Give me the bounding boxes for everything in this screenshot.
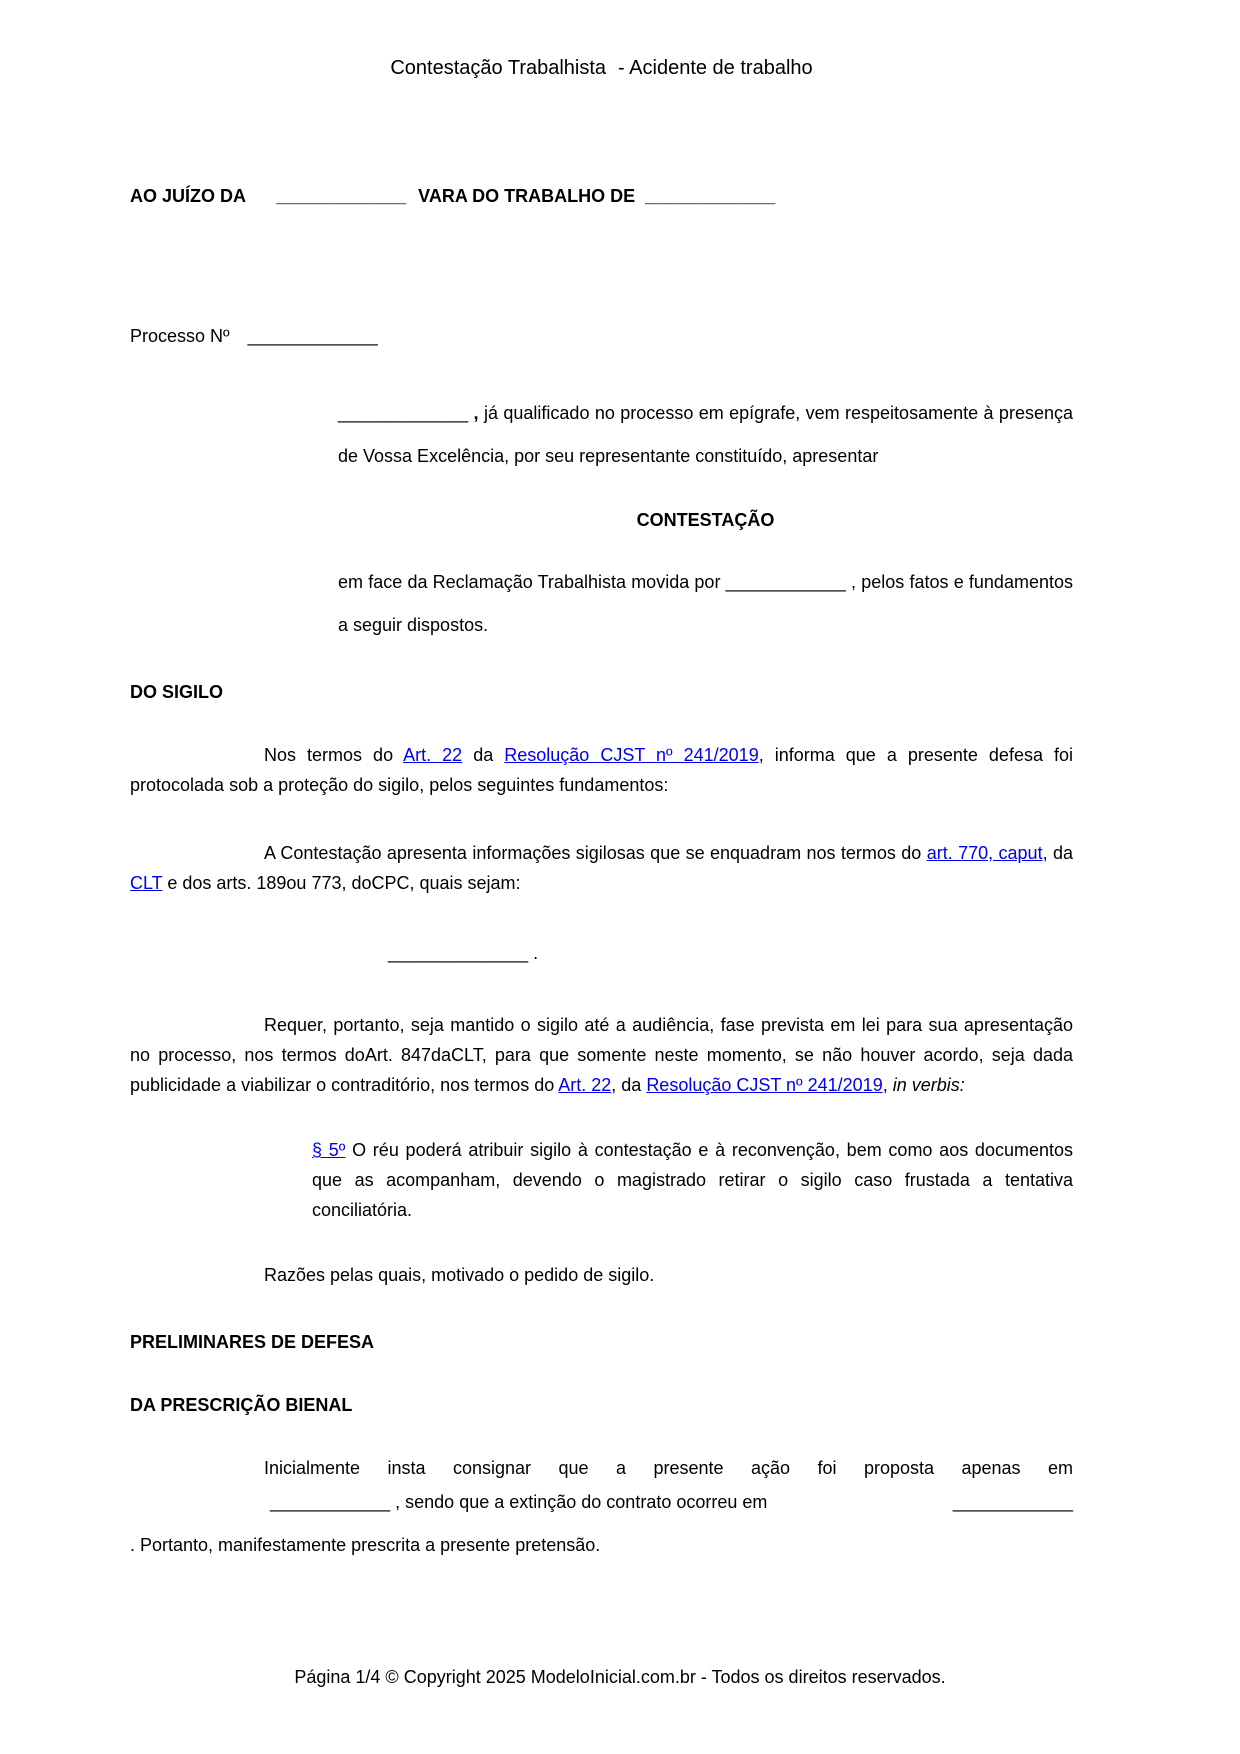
sigilo-p3-text-1: Requer, portanto, seja mantido o sigilo até a audiência, fase prevista em lei para sua apresentação no processo, nos termos doArt. 847daCLT, para que somente neste momento, se não houver acordo, seja dada publicidade a viabilizar o contraditório, nos termos do — [130, 1015, 1073, 1095]
page-title-main: Contestação Trabalhista — [390, 57, 607, 79]
page-title-sub: - Acidente de trabalho — [618, 57, 813, 79]
razoes-paragraph: Razões pelas quais, motivado o pedido de sigilo. — [264, 1265, 655, 1285]
court-blank-1: _____________ — [276, 186, 407, 206]
prescricao-line-2-left — [270, 1487, 767, 1517]
prescricao-line-2-text: , sendo que a extinção do contrato ocorreu em — [390, 1492, 768, 1512]
law-quote-block — [312, 1135, 1073, 1225]
prescricao-line-1: Inicialmente insta consignar que a presente ação foi proposta apenas em — [264, 1458, 1073, 1478]
court-heading — [130, 184, 1073, 208]
prescricao-paragraph — [130, 1453, 1073, 1560]
qualification-text: já qualificado no processo em epígrafe, vem respeitosamente à presença de Vossa Excelência, por seu representante constituído, apresentar — [338, 403, 1073, 466]
page-footer: Página 1/4 © Copyright 2025 ModeloInicial.com.br - Todos os direitos reservados. — [294, 1667, 946, 1687]
qualification-comma: , — [468, 403, 484, 423]
prescricao-line-2 — [130, 1487, 1073, 1517]
sigilo-p2-text-1: A Contestação apresenta informações sigilosas que se enquadram nos termos do — [264, 843, 927, 863]
link-resolucao-cjst-241-2019[interactable]: Resolução CJST nº 241/2019 — [504, 745, 759, 765]
fill-in-blank-line — [388, 941, 1073, 965]
process-number-blank: _____________ — [247, 326, 378, 346]
process-number-label: Processo Nº — [130, 326, 230, 346]
sigilo-p2-text-3: e dos arts. 189ou 773, doCPC, quais sejam: — [162, 873, 521, 893]
process-number-line — [130, 324, 1073, 348]
sigilo-paragraph-1 — [130, 740, 1073, 800]
link-clt[interactable]: CLT — [130, 873, 163, 893]
fill-in-blank: ______________ — [388, 943, 529, 963]
sigilo-p3-text-2: , da — [611, 1075, 647, 1095]
em-face-text-2: , pelos fatos e fundamentos a seguir dispostos. — [338, 572, 1073, 635]
sigilo-paragraph-2 — [130, 838, 1073, 898]
sigilo-p1-text-1: Nos termos do — [264, 745, 404, 765]
link-art-22[interactable]: Art. 22 — [403, 745, 463, 765]
court-heading-pre: AO JUÍZO DA — [130, 186, 247, 206]
sigilo-p3-text-3: , — [882, 1075, 893, 1095]
court-blank-2: _____________ — [645, 186, 776, 206]
qualification-paragraph — [338, 392, 1073, 478]
law-quote-text: O réu poderá atribuir sigilo à contestação e à reconvenção, bem como aos documentos que as acompanham, devendo o magistrado retirar o sigilo caso frustada a tentativa conciliatória. — [312, 1140, 1073, 1220]
link-art-22-second[interactable]: Art. 22 — [558, 1075, 612, 1095]
preliminares-section-heading: PRELIMINARES DE DEFESA — [130, 1332, 375, 1352]
qualification-blank: _____________ — [338, 403, 469, 423]
link-art-770-caput[interactable]: art. 770, caput — [926, 843, 1043, 863]
prescricao-section-heading: DA PRESCRIÇÃO BIENAL — [130, 1395, 353, 1415]
contestacao-heading: CONTESTAÇÃO — [636, 510, 775, 530]
fill-in-period: . — [528, 943, 539, 963]
court-heading-mid: VARA DO TRABALHO DE — [418, 186, 636, 206]
sigilo-p2-text-2: , da — [1042, 843, 1073, 863]
em-face-blank: ____________ — [725, 572, 846, 592]
prescricao-line-3: . Portanto, manifestamente prescrita a presente pretensão. — [130, 1535, 601, 1555]
page-title — [130, 56, 1073, 80]
link-resolucao-cjst-241-2019-second[interactable]: Resolução CJST nº 241/2019 — [646, 1075, 883, 1095]
sigilo-paragraph-3 — [130, 1010, 1073, 1100]
em-face-text-1: em face da Reclamação Trabalhista movida por — [338, 572, 726, 592]
prescricao-blank-1: ____________ — [270, 1492, 391, 1512]
link-paragrafo-5[interactable]: § 5º — [312, 1140, 346, 1160]
sigilo-p3-in-verbis: in verbis: — [892, 1075, 965, 1095]
sigilo-section-heading: DO SIGILO — [130, 682, 224, 702]
prescricao-blank-2: ____________ — [952, 1492, 1073, 1512]
sigilo-p1-text-3: , informa que a presente defesa foi protocolada sob a proteção do sigilo, pelos seguintes fundamentos: — [130, 745, 1073, 795]
sigilo-p1-text-2: da — [462, 745, 505, 765]
em-face-paragraph — [338, 561, 1073, 647]
